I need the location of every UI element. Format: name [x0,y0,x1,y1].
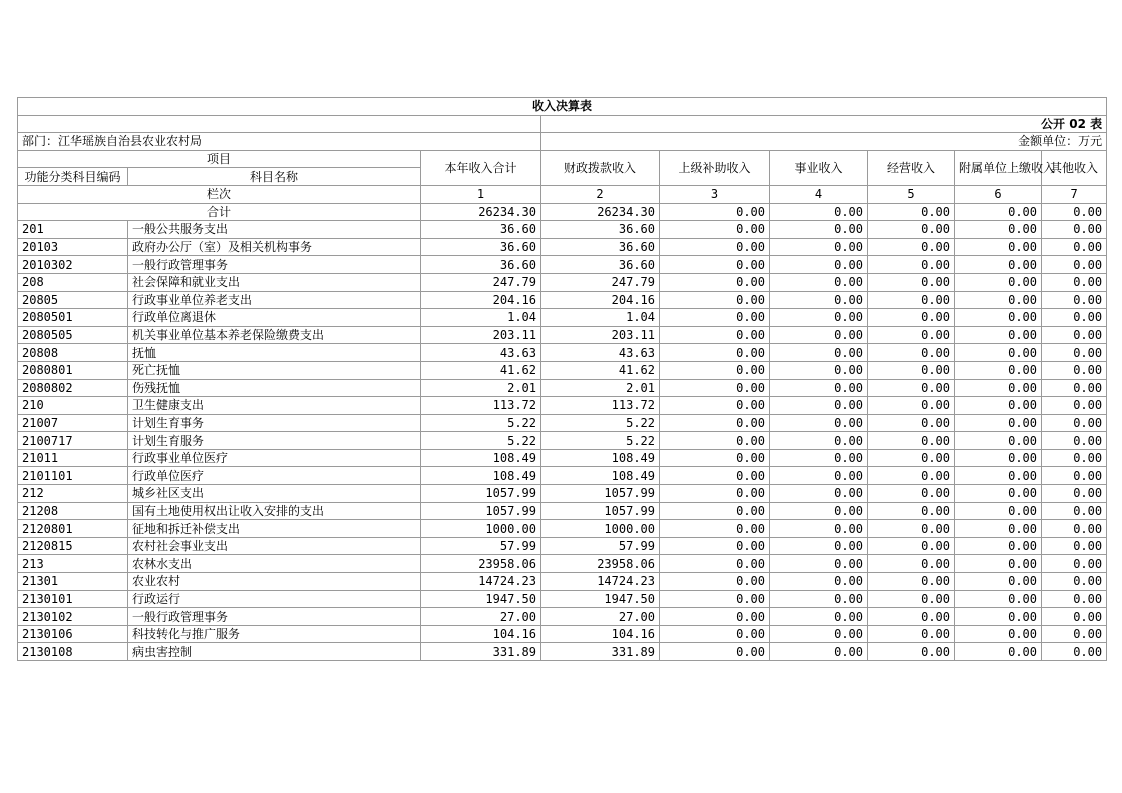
subject-code: 2130106 [18,625,128,643]
amount-cell: 0.00 [955,256,1042,274]
total-row [18,203,1107,221]
amount-cell: 108.49 [541,449,660,467]
column-number: 5 [868,185,955,203]
amount-cell: 0.00 [1042,485,1107,503]
amount-cell: 0.00 [770,625,868,643]
amount-cell: 57.99 [541,537,660,555]
amount-cell: 5.22 [541,414,660,432]
amount-cell: 0.00 [868,414,955,432]
subject-code: 208 [18,273,128,291]
amount-cell: 0.00 [1042,379,1107,397]
amount-cell: 0.00 [660,397,770,415]
amount-cell: 0.00 [1042,432,1107,450]
amount-cell: 0.00 [770,432,868,450]
column-number: 2 [541,185,660,203]
amount-cell: 0.00 [955,485,1042,503]
table-row [18,449,1107,467]
amount-cell: 0.00 [1042,467,1107,485]
subject-code: 201 [18,221,128,239]
amount-cell: 0.00 [770,555,868,573]
amount-cell: 0.00 [770,344,868,362]
table-row [18,309,1107,327]
subject-code: 2130101 [18,590,128,608]
amount-cell: 0.00 [1042,221,1107,239]
amount-cell: 0.00 [660,256,770,274]
amount-cell: 0.00 [770,326,868,344]
amount-cell: 0.00 [1042,537,1107,555]
amount-cell: 14724.23 [421,573,541,591]
subject-name: 行政单位医疗 [128,467,421,485]
amount-cell: 108.49 [541,467,660,485]
amount-cell: 0.00 [955,291,1042,309]
amount-cell: 5.22 [421,432,541,450]
total-value: 26234.30 [421,203,541,221]
table-row [18,238,1107,256]
header-name: 科目名称 [128,168,421,186]
subject-code: 21011 [18,449,128,467]
table-row [18,326,1107,344]
amount-cell: 204.16 [421,291,541,309]
amount-cell: 0.00 [868,238,955,256]
amount-cell: 0.00 [868,502,955,520]
amount-cell: 0.00 [660,432,770,450]
amount-cell: 0.00 [770,485,868,503]
subject-name: 机关事业单位基本养老保险缴费支出 [128,326,421,344]
amount-cell: 0.00 [1042,555,1107,573]
table-row [18,625,1107,643]
subject-name: 病虫害控制 [128,643,421,661]
subject-name: 卫生健康支出 [128,397,421,415]
subject-name: 死亡抚恤 [128,361,421,379]
amount-cell: 0.00 [660,309,770,327]
amount-cell: 43.63 [541,344,660,362]
total-value: 0.00 [770,203,868,221]
amount-cell: 0.00 [660,449,770,467]
amount-cell: 1947.50 [421,590,541,608]
column-number: 3 [660,185,770,203]
amount-cell: 0.00 [660,537,770,555]
amount-cell: 0.00 [660,573,770,591]
amount-cell: 0.00 [868,344,955,362]
amount-cell: 0.00 [955,326,1042,344]
amount-cell: 0.00 [770,537,868,555]
table-row [18,502,1107,520]
amount-unit-label: 金额单位：万元 [541,133,1107,151]
amount-cell: 0.00 [660,414,770,432]
amount-cell: 0.00 [770,291,868,309]
amount-cell: 0.00 [955,273,1042,291]
amount-cell: 0.00 [660,238,770,256]
amount-cell: 0.00 [868,221,955,239]
amount-cell: 57.99 [421,537,541,555]
amount-cell: 203.11 [541,326,660,344]
subject-name: 一般行政管理事务 [128,256,421,274]
amount-cell: 0.00 [868,397,955,415]
amount-cell: 0.00 [1042,520,1107,538]
amount-cell: 0.00 [660,221,770,239]
amount-cell: 0.00 [770,467,868,485]
amount-cell: 0.00 [868,309,955,327]
column-number: 6 [955,185,1042,203]
amount-cell: 0.00 [955,573,1042,591]
table-row [18,537,1107,555]
amount-cell: 0.00 [868,537,955,555]
total-label: 合计 [18,203,421,221]
amount-cell: 0.00 [770,590,868,608]
amount-cell: 0.00 [868,485,955,503]
amount-cell: 0.00 [1042,590,1107,608]
amount-cell: 204.16 [541,291,660,309]
amount-cell: 0.00 [1042,361,1107,379]
amount-cell: 0.00 [660,379,770,397]
table-title: 收入决算表 [18,98,1107,116]
amount-cell: 113.72 [421,397,541,415]
income-final-accounts-table [17,97,1107,661]
header-affiliate: 附属单位上缴收入 [955,150,1042,185]
table-row [18,432,1107,450]
subject-name: 社会保障和就业支出 [128,273,421,291]
amount-cell: 0.00 [868,432,955,450]
amount-cell: 0.00 [660,291,770,309]
amount-cell: 0.00 [955,590,1042,608]
column-number: 4 [770,185,868,203]
subject-code: 20808 [18,344,128,362]
subject-code: 20805 [18,291,128,309]
department-label: 部门：江华瑶族自治县农业农村局 [18,133,541,151]
amount-cell: 0.00 [660,643,770,661]
subject-code: 2080801 [18,361,128,379]
total-value: 0.00 [660,203,770,221]
table-row [18,573,1107,591]
subject-code: 21007 [18,414,128,432]
table-row [18,608,1107,626]
table-row [18,520,1107,538]
table-row [18,590,1107,608]
subject-name: 农业农村 [128,573,421,591]
amount-cell: 0.00 [868,608,955,626]
amount-cell: 0.00 [660,608,770,626]
table-row [18,414,1107,432]
amount-cell: 0.00 [955,238,1042,256]
amount-cell: 0.00 [770,256,868,274]
amount-cell: 0.00 [770,238,868,256]
amount-cell: 0.00 [770,608,868,626]
amount-cell: 247.79 [541,273,660,291]
amount-cell: 0.00 [955,397,1042,415]
amount-cell: 0.00 [955,414,1042,432]
amount-cell: 0.00 [1042,326,1107,344]
amount-cell: 0.00 [770,502,868,520]
table-row [18,221,1107,239]
amount-cell: 0.00 [868,555,955,573]
amount-cell: 2.01 [541,379,660,397]
column-number: 7 [1042,185,1107,203]
amount-cell: 0.00 [1042,256,1107,274]
amount-cell: 0.00 [868,291,955,309]
amount-cell: 0.00 [770,273,868,291]
amount-cell: 0.00 [770,449,868,467]
amount-cell: 0.00 [660,485,770,503]
amount-cell: 0.00 [868,590,955,608]
subject-name: 行政事业单位医疗 [128,449,421,467]
amount-cell: 203.11 [421,326,541,344]
amount-cell: 0.00 [660,273,770,291]
amount-cell: 36.60 [421,221,541,239]
header-total: 本年收入合计 [421,150,541,185]
header-fiscal: 财政拨款收入 [541,150,660,185]
amount-cell: 104.16 [421,625,541,643]
subject-name: 政府办公厅（室）及相关机构事务 [128,238,421,256]
amount-cell: 0.00 [770,520,868,538]
amount-cell: 0.00 [770,309,868,327]
amount-cell: 0.00 [1042,449,1107,467]
amount-cell: 43.63 [421,344,541,362]
amount-cell: 0.00 [955,467,1042,485]
column-number-label: 栏次 [18,185,421,203]
amount-cell: 0.00 [868,449,955,467]
amount-cell: 0.00 [1042,291,1107,309]
subject-code: 2120801 [18,520,128,538]
amount-cell: 0.00 [955,643,1042,661]
table-row [18,291,1107,309]
amount-cell: 0.00 [868,625,955,643]
subject-code: 210 [18,397,128,415]
amount-cell: 331.89 [421,643,541,661]
subject-name: 行政单位离退休 [128,309,421,327]
amount-cell: 0.00 [660,467,770,485]
table-row [18,397,1107,415]
header-business: 事业收入 [770,150,868,185]
column-number-row [18,185,1107,203]
subject-name: 行政事业单位养老支出 [128,291,421,309]
subject-code: 21208 [18,502,128,520]
header-superior: 上级补助收入 [660,150,770,185]
amount-cell: 0.00 [868,467,955,485]
amount-cell: 1057.99 [541,485,660,503]
amount-cell: 41.62 [421,361,541,379]
amount-cell: 0.00 [955,309,1042,327]
subject-code: 2080802 [18,379,128,397]
amount-cell: 36.60 [541,256,660,274]
amount-cell: 1000.00 [421,520,541,538]
amount-cell: 1000.00 [541,520,660,538]
amount-cell: 113.72 [541,397,660,415]
amount-cell: 0.00 [955,608,1042,626]
amount-cell: 0.00 [770,414,868,432]
amount-cell: 1947.50 [541,590,660,608]
amount-cell: 0.00 [868,273,955,291]
column-number: 1 [421,185,541,203]
amount-cell: 0.00 [955,449,1042,467]
amount-cell: 1.04 [421,309,541,327]
subject-code: 2130108 [18,643,128,661]
subject-name: 科技转化与推广服务 [128,625,421,643]
amount-cell: 0.00 [660,555,770,573]
amount-cell: 0.00 [770,221,868,239]
amount-cell: 23958.06 [421,555,541,573]
amount-cell: 0.00 [955,379,1042,397]
amount-cell: 0.00 [1042,608,1107,626]
amount-cell: 108.49 [421,467,541,485]
amount-cell: 0.00 [955,520,1042,538]
amount-cell: 23958.06 [541,555,660,573]
table-row [18,256,1107,274]
total-value: 0.00 [955,203,1042,221]
amount-cell: 5.22 [421,414,541,432]
amount-cell: 14724.23 [541,573,660,591]
amount-cell: 0.00 [660,502,770,520]
amount-cell: 0.00 [868,379,955,397]
amount-cell: 0.00 [1042,414,1107,432]
subject-name: 计划生育事务 [128,414,421,432]
subject-name: 农村社会事业支出 [128,537,421,555]
amount-cell: 0.00 [868,520,955,538]
amount-cell: 0.00 [1042,573,1107,591]
amount-cell: 0.00 [1042,502,1107,520]
amount-cell: 0.00 [868,573,955,591]
amount-cell: 0.00 [770,643,868,661]
amount-cell: 0.00 [868,256,955,274]
total-value: 26234.30 [541,203,660,221]
form-code: 公开 02 表 [541,115,1107,133]
subject-code: 2120815 [18,537,128,555]
amount-cell: 0.00 [1042,643,1107,661]
table-row [18,344,1107,362]
subject-code: 2130102 [18,608,128,626]
subject-name: 征地和拆迁补偿支出 [128,520,421,538]
amount-cell: 104.16 [541,625,660,643]
amount-cell: 27.00 [421,608,541,626]
subject-name: 一般公共服务支出 [128,221,421,239]
subject-code: 20103 [18,238,128,256]
subject-name: 抚恤 [128,344,421,362]
total-value: 0.00 [1042,203,1107,221]
amount-cell: 0.00 [660,326,770,344]
amount-cell: 0.00 [955,555,1042,573]
subject-name: 国有土地使用权出让收入安排的支出 [128,502,421,520]
amount-cell: 0.00 [1042,625,1107,643]
amount-cell: 0.00 [955,502,1042,520]
amount-cell: 1057.99 [541,502,660,520]
amount-cell: 0.00 [1042,238,1107,256]
subject-name: 农林水支出 [128,555,421,573]
amount-cell: 0.00 [770,573,868,591]
subject-code: 2100717 [18,432,128,450]
amount-cell: 5.22 [541,432,660,450]
subject-name: 计划生育服务 [128,432,421,450]
header-operation: 经营收入 [868,150,955,185]
amount-cell: 0.00 [660,344,770,362]
header-code: 功能分类科目编码 [18,168,128,186]
table-row [18,643,1107,661]
amount-cell: 36.60 [541,238,660,256]
amount-cell: 0.00 [955,221,1042,239]
amount-cell: 0.00 [660,590,770,608]
table-row [18,467,1107,485]
amount-cell: 0.00 [770,397,868,415]
table-row [18,273,1107,291]
amount-cell: 27.00 [541,608,660,626]
subject-code: 2080501 [18,309,128,327]
amount-cell: 331.89 [541,643,660,661]
amount-cell: 0.00 [1042,273,1107,291]
table-row [18,361,1107,379]
amount-cell: 0.00 [955,361,1042,379]
header-item: 项目 [18,150,421,168]
subject-code: 21301 [18,573,128,591]
subject-name: 伤残抚恤 [128,379,421,397]
amount-cell: 0.00 [770,379,868,397]
amount-cell: 0.00 [955,537,1042,555]
subject-name: 一般行政管理事务 [128,608,421,626]
table-row [18,485,1107,503]
amount-cell: 0.00 [868,643,955,661]
amount-cell: 0.00 [660,625,770,643]
header-other: 其他收入 [1042,150,1107,185]
amount-cell: 1.04 [541,309,660,327]
amount-cell: 0.00 [955,432,1042,450]
amount-cell: 36.60 [421,256,541,274]
table-row [18,555,1107,573]
subject-code: 212 [18,485,128,503]
subject-code: 213 [18,555,128,573]
subject-code: 2101101 [18,467,128,485]
amount-cell: 247.79 [421,273,541,291]
amount-cell: 0.00 [1042,344,1107,362]
subject-name: 行政运行 [128,590,421,608]
amount-cell: 1057.99 [421,502,541,520]
amount-cell: 41.62 [541,361,660,379]
amount-cell: 0.00 [1042,397,1107,415]
total-value: 0.00 [868,203,955,221]
amount-cell: 36.60 [421,238,541,256]
amount-cell: 0.00 [955,625,1042,643]
subject-name: 城乡社区支出 [128,485,421,503]
amount-cell: 0.00 [868,361,955,379]
amount-cell: 0.00 [660,361,770,379]
subject-code: 2010302 [18,256,128,274]
table-row [18,379,1107,397]
amount-cell: 2.01 [421,379,541,397]
amount-cell: 0.00 [770,361,868,379]
amount-cell: 0.00 [1042,309,1107,327]
amount-cell: 36.60 [541,221,660,239]
amount-cell: 0.00 [868,326,955,344]
amount-cell: 108.49 [421,449,541,467]
amount-cell: 0.00 [660,520,770,538]
amount-cell: 1057.99 [421,485,541,503]
amount-cell: 0.00 [955,344,1042,362]
subject-code: 2080505 [18,326,128,344]
